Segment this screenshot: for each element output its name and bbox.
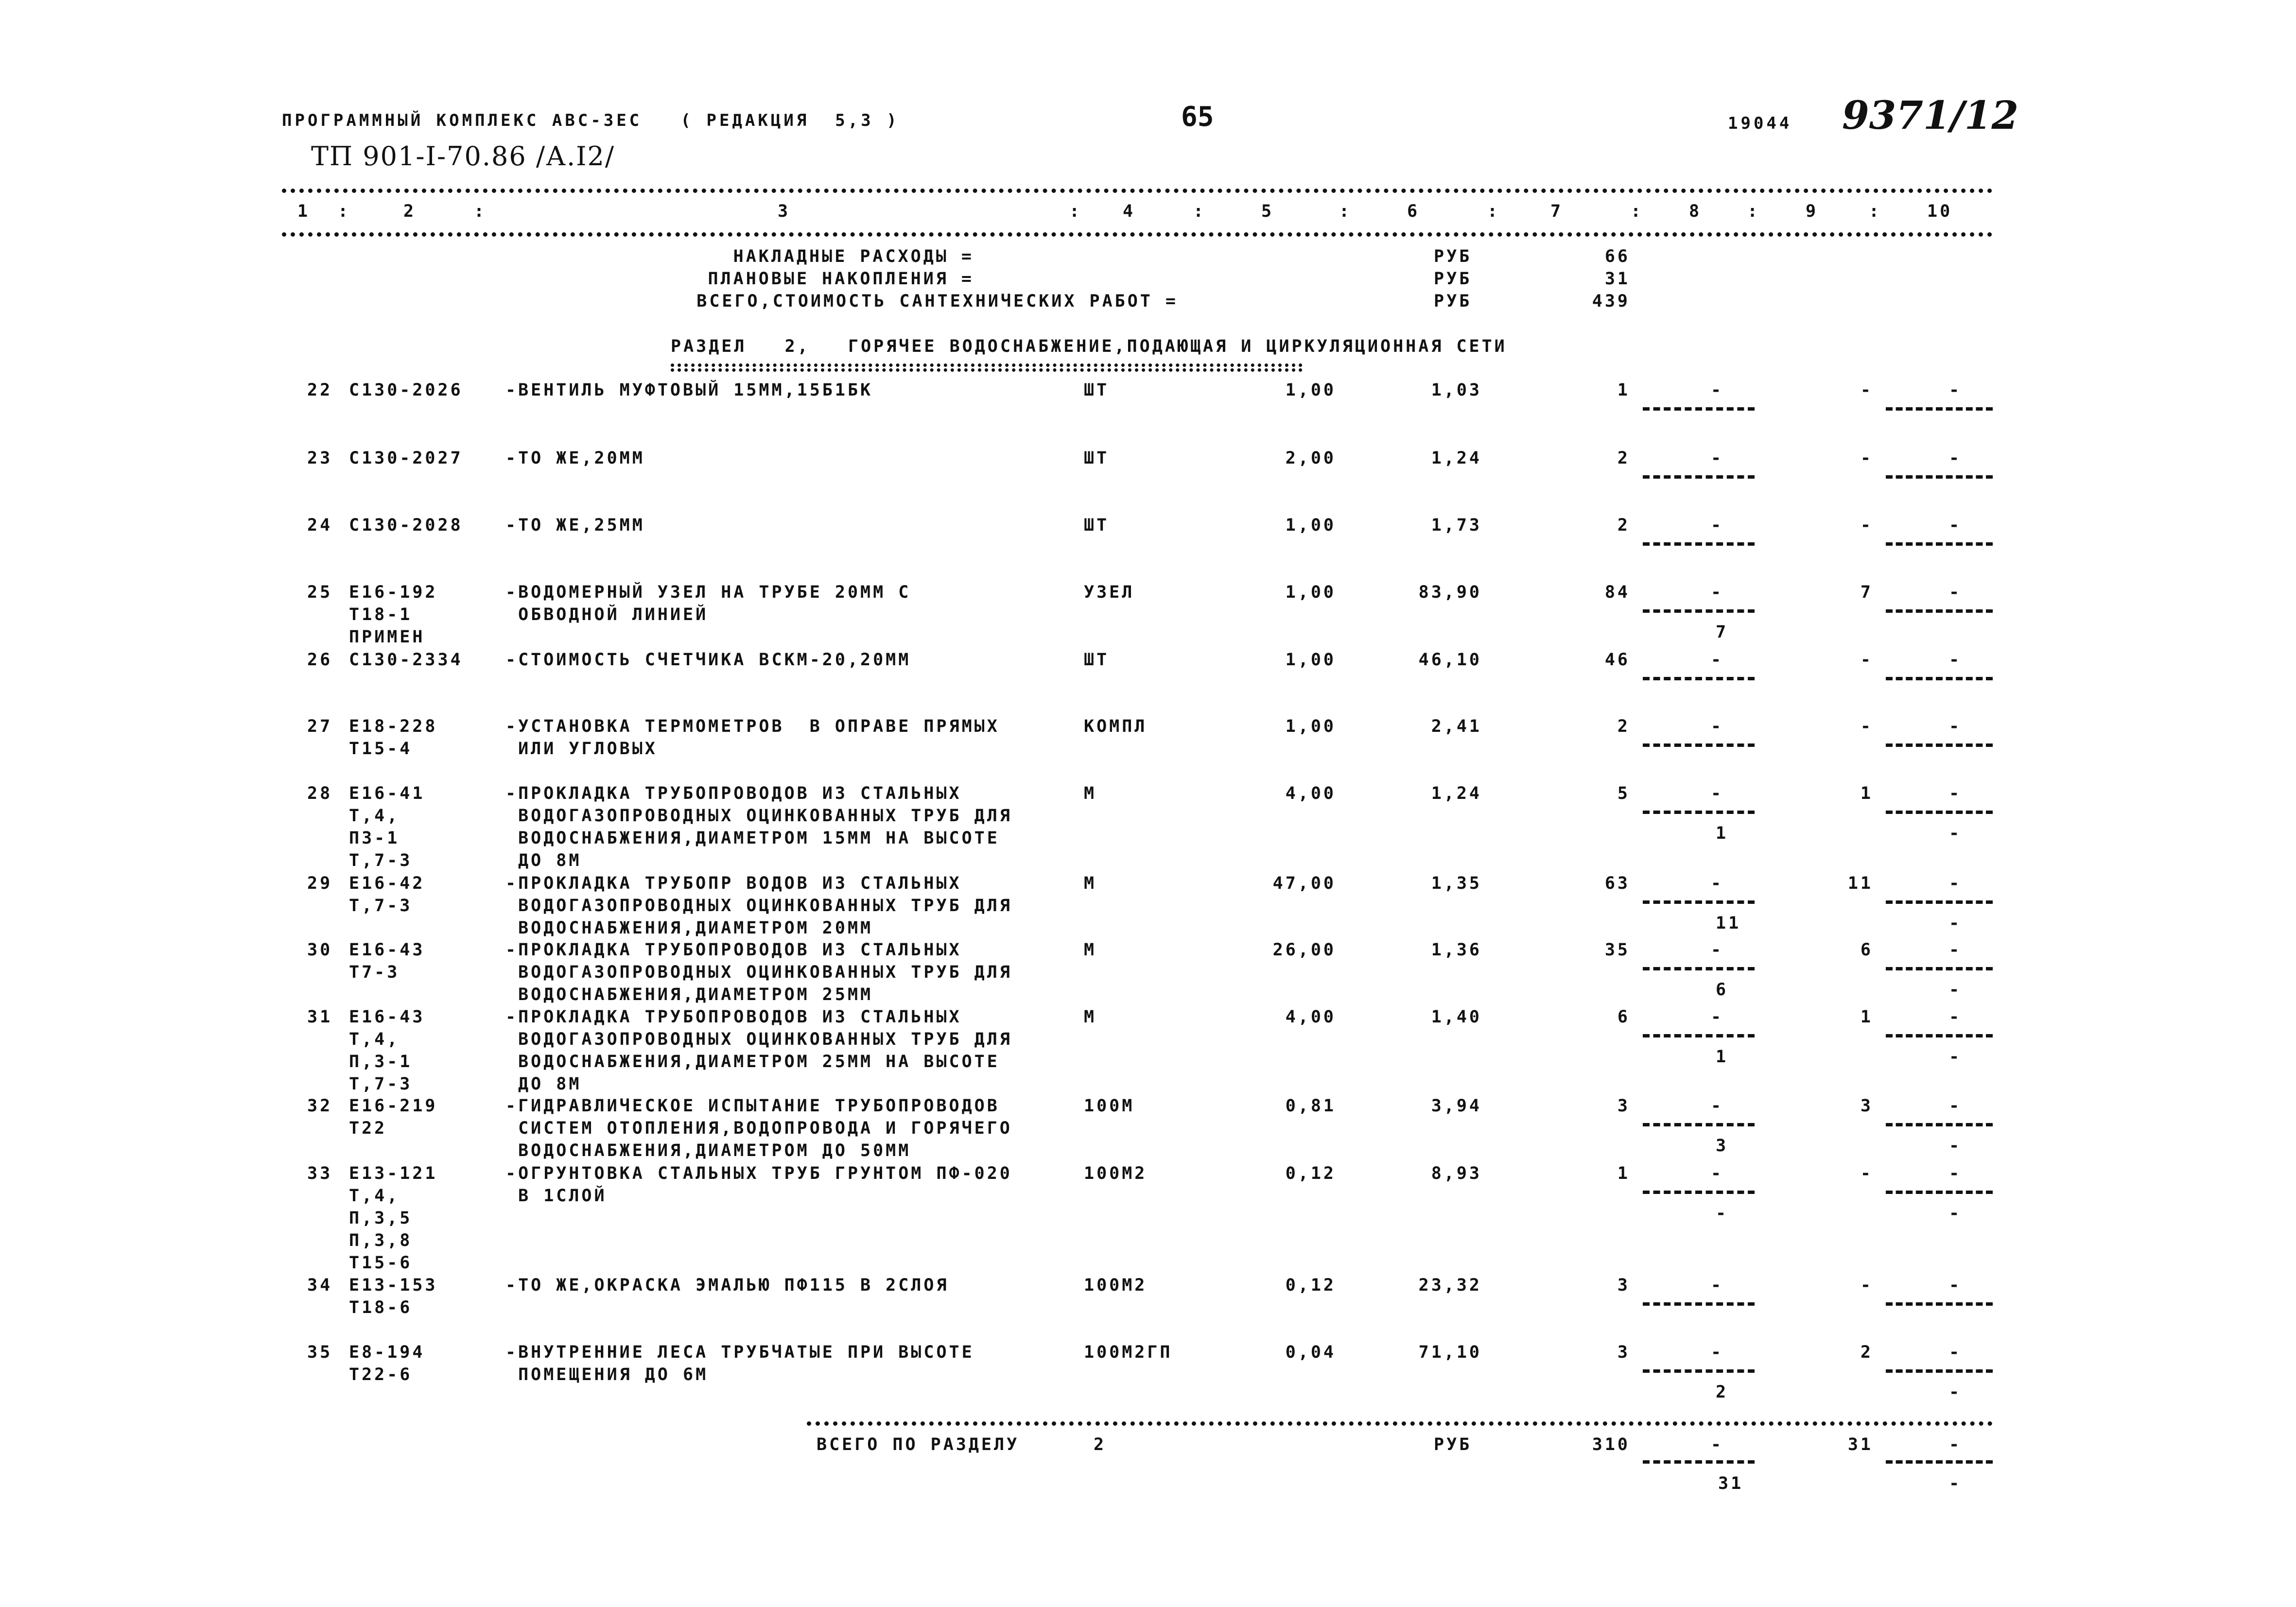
row-quantity: 0,81 xyxy=(1285,1096,1336,1116)
total-col8-dash xyxy=(1643,1460,1755,1464)
row-col10: - xyxy=(1949,717,1962,736)
row-number: 22 xyxy=(307,380,333,400)
column-separator: : xyxy=(338,202,351,221)
summary-value: 31 xyxy=(1604,269,1630,289)
column-separator: : xyxy=(1487,202,1500,221)
row-total: 2 xyxy=(1617,449,1630,468)
row-price: 1,24 xyxy=(1431,784,1482,803)
row-col10-sub: - xyxy=(1949,1382,1962,1402)
row-col10-dash xyxy=(1886,475,1993,479)
row-description: -ТО ЖЕ,25ММ xyxy=(505,516,645,535)
row-col10-dash xyxy=(1886,1034,1993,1037)
section-title-underline xyxy=(671,368,1303,372)
row-code: Е16-43 Т,4, П,3-1 Т,7-3 xyxy=(349,1007,425,1094)
program-title: ПРОГРАММНЫЙ КОМПЛЕКС АВС-3ЕС ( РЕДАКЦИЯ 5,3 ) xyxy=(282,111,900,130)
row-number: 34 xyxy=(307,1276,333,1295)
row-quantity: 1,00 xyxy=(1285,516,1336,535)
row-col8-dash xyxy=(1643,1369,1755,1373)
row-col8-sub: 11 xyxy=(1716,914,1741,933)
column-number: 4 xyxy=(1123,202,1136,221)
row-col10: - xyxy=(1949,940,1962,960)
row-col8: - xyxy=(1711,717,1724,736)
total-col8: - xyxy=(1711,1435,1724,1454)
row-total: 1 xyxy=(1617,380,1630,400)
row-description: -ОГРУНТОВКА СТАЛЬНЫХ ТРУБ ГРУНТОМ ПФ-020 В 1СЛОЙ xyxy=(505,1164,1012,1206)
row-col10: - xyxy=(1949,874,1962,893)
row-code: С130-2334 xyxy=(349,650,463,670)
row-col8-dash xyxy=(1643,542,1755,546)
row-col10: - xyxy=(1949,380,1962,400)
row-col10-dash xyxy=(1886,811,1993,814)
row-col8-sub: 2 xyxy=(1716,1382,1729,1402)
row-total: 84 xyxy=(1604,583,1630,602)
header-bottom-rule xyxy=(282,232,1993,237)
row-col10-sub: - xyxy=(1949,1136,1962,1156)
column-number: 9 xyxy=(1806,202,1819,221)
row-price: 1,35 xyxy=(1431,874,1482,893)
row-col9: 1 xyxy=(1860,784,1873,803)
row-unit: УЗЕЛ xyxy=(1084,583,1135,602)
row-quantity: 1,00 xyxy=(1285,583,1336,602)
row-col10-sub: - xyxy=(1949,980,1962,1000)
total-col10-sub: - xyxy=(1949,1474,1962,1493)
summary-label: ВСЕГО,СТОИМОСТЬ САНТЕХНИЧЕСКИХ РАБОТ = xyxy=(696,292,1178,311)
row-number: 31 xyxy=(307,1007,333,1027)
total-label: ВСЕГО ПО РАЗДЕЛУ xyxy=(817,1435,1020,1454)
document-code: 19044 xyxy=(1728,114,1792,133)
row-col8: - xyxy=(1711,1164,1724,1183)
row-col8: - xyxy=(1711,1343,1724,1362)
row-quantity: 0,12 xyxy=(1285,1276,1336,1295)
row-unit: ШТ xyxy=(1084,650,1110,670)
row-total: 46 xyxy=(1604,650,1630,670)
row-col10-sub: - xyxy=(1949,1047,1962,1067)
row-col8: - xyxy=(1711,516,1724,535)
row-col8: - xyxy=(1711,874,1724,893)
row-col10-dash xyxy=(1886,1191,1993,1194)
row-quantity: 1,00 xyxy=(1285,650,1336,670)
row-description: -ВНУТРЕННИЕ ЛЕСА ТРУБЧАТЫЕ ПРИ ВЫСОТЕ ПОМЕЩЕНИЯ ДО 6М xyxy=(505,1343,974,1384)
summary-unit: РУБ xyxy=(1434,269,1472,289)
row-total: 2 xyxy=(1617,717,1630,736)
summary-label: НАКЛАДНЫЕ РАСХОДЫ = xyxy=(733,247,974,266)
row-number: 33 xyxy=(307,1164,333,1183)
row-description: -ПРОКЛАДКА ТРУБОПРОВОДОВ ИЗ СТАЛЬНЫХ ВОДОГАЗОПРОВОДНЫХ ОЦИНКОВАННЫХ ТРУБ ДЛЯ ВОДОСНАБЖЕНИЯ,ДИАМЕТРОМ 25ММ НА ВЫСОТЕ ДО 8М xyxy=(505,1007,1012,1094)
row-unit: 100М2ГП xyxy=(1084,1343,1173,1362)
row-col8-dash xyxy=(1643,1302,1755,1306)
row-number: 35 xyxy=(307,1343,333,1362)
row-unit: М xyxy=(1084,874,1097,893)
row-col10: - xyxy=(1949,583,1962,602)
row-price: 1,73 xyxy=(1431,516,1482,535)
row-price: 1,36 xyxy=(1431,940,1482,960)
row-code: Е16-41 Т,4, П3-1 Т,7-3 xyxy=(349,784,425,870)
row-quantity: 26,00 xyxy=(1272,940,1336,960)
row-code: Е16-43 Т7-3 xyxy=(349,940,425,982)
row-description: -УСТАНОВКА ТЕРМОМЕТРОВ В ОПРАВЕ ПРЯМЫХ ИЛИ УГЛОВЫХ xyxy=(505,717,1000,759)
row-code: С130-2028 xyxy=(349,516,463,535)
row-col9: - xyxy=(1860,449,1873,468)
row-col8-dash xyxy=(1643,743,1755,747)
row-code: С130-2026 xyxy=(349,380,463,400)
column-separator: : xyxy=(1869,202,1882,221)
row-quantity: 1,00 xyxy=(1285,380,1336,400)
row-quantity: 4,00 xyxy=(1285,784,1336,803)
project-reference: ТП 901-I-70.86 /А.I2/ xyxy=(311,141,615,172)
row-code: Е13-121 Т,4, П,3,5 П,3,8 Т15-6 xyxy=(349,1164,438,1273)
row-description: -СТОИМОСТЬ СЧЕТЧИКА ВСКМ-20,20ММ xyxy=(505,650,911,670)
row-col8-dash xyxy=(1643,811,1755,814)
row-col9: - xyxy=(1860,380,1873,400)
row-col10-dash xyxy=(1886,743,1993,747)
row-col10-sub: - xyxy=(1949,914,1962,933)
row-col8-dash xyxy=(1643,1123,1755,1126)
row-col9: - xyxy=(1860,516,1873,535)
row-col10-dash xyxy=(1886,1302,1993,1306)
section-title-underline xyxy=(671,363,1303,367)
summary-unit: РУБ xyxy=(1434,292,1472,311)
row-number: 28 xyxy=(307,784,333,803)
column-number: 3 xyxy=(778,202,791,221)
column-separator: : xyxy=(474,202,487,221)
row-unit: КОМПЛ xyxy=(1084,717,1148,736)
row-col8-sub: 6 xyxy=(1716,980,1729,1000)
handwritten-reference: 9371/12 xyxy=(1842,92,2019,138)
row-col8: - xyxy=(1711,1096,1724,1116)
row-quantity: 47,00 xyxy=(1272,874,1336,893)
row-col10: - xyxy=(1949,650,1962,670)
row-col10-dash xyxy=(1886,1369,1993,1373)
column-separator: : xyxy=(1193,202,1206,221)
row-total: 3 xyxy=(1617,1096,1630,1116)
row-quantity: 0,04 xyxy=(1285,1343,1336,1362)
section-title: РАЗДЕЛ 2, ГОРЯЧЕЕ ВОДОСНАБЖЕНИЕ,ПОДАЮЩАЯ И ЦИРКУЛЯЦИОННАЯ СЕТИ xyxy=(671,337,1507,356)
row-number: 23 xyxy=(307,449,333,468)
row-col9: 11 xyxy=(1847,874,1873,893)
row-col10-dash xyxy=(1886,967,1993,970)
row-code: С130-2027 xyxy=(349,449,463,468)
row-col10: - xyxy=(1949,1164,1962,1183)
row-quantity: 0,12 xyxy=(1285,1164,1336,1183)
row-code: Е16-192 Т18-1 ПРИМЕН xyxy=(349,583,438,647)
row-col8: - xyxy=(1711,784,1724,803)
row-price: 1,24 xyxy=(1431,449,1482,468)
row-col8-dash xyxy=(1643,1191,1755,1194)
row-col10-dash xyxy=(1886,677,1993,680)
row-code: Е16-42 Т,7-3 xyxy=(349,874,425,916)
row-col8-sub: 1 xyxy=(1716,1047,1729,1067)
total-top-rule xyxy=(807,1421,1993,1426)
total-col10: - xyxy=(1949,1435,1962,1454)
column-number: 2 xyxy=(403,202,417,221)
row-col8: - xyxy=(1711,940,1724,960)
row-number: 25 xyxy=(307,583,333,602)
row-col8: - xyxy=(1711,380,1724,400)
row-price: 71,10 xyxy=(1418,1343,1482,1362)
row-unit: 100М2 xyxy=(1084,1276,1148,1295)
row-price: 1,40 xyxy=(1431,1007,1482,1027)
row-price: 23,32 xyxy=(1418,1276,1482,1295)
column-number: 6 xyxy=(1407,202,1420,221)
row-col10-dash xyxy=(1886,900,1993,904)
row-description: -ГИДРАВЛИЧЕСКОЕ ИСПЫТАНИЕ ТРУБОПРОВОДОВ СИСТЕМ ОТОПЛЕНИЯ,ВОДОПРОВОДА И ГОРЯЧЕГО ВОДОСНАБЖЕНИЯ,ДИАМЕТРОМ ДО 50ММ xyxy=(505,1096,1012,1160)
row-col8-dash xyxy=(1643,900,1755,904)
row-col8-sub: 7 xyxy=(1716,622,1729,642)
row-col10: - xyxy=(1949,1276,1962,1295)
row-col9: - xyxy=(1860,1164,1873,1183)
row-description: -ВОДОМЕРНЫЙ УЗЕЛ НА ТРУБЕ 20ММ С ОБВОДНОЙ ЛИНИЕЙ xyxy=(505,583,911,624)
row-col10-dash xyxy=(1886,1123,1993,1126)
column-number: 5 xyxy=(1261,202,1274,221)
row-col10-dash xyxy=(1886,542,1993,546)
row-description: -ВЕНТИЛЬ МУФТОВЫЙ 15ММ,15Б1БК xyxy=(505,380,873,400)
row-unit: 100М xyxy=(1084,1096,1135,1116)
row-code: Е13-153 Т18-6 xyxy=(349,1276,438,1317)
row-col9: 6 xyxy=(1860,940,1873,960)
row-total: 3 xyxy=(1617,1343,1630,1362)
row-unit: М xyxy=(1084,940,1097,960)
row-col10: - xyxy=(1949,1096,1962,1116)
row-total: 1 xyxy=(1617,1164,1630,1183)
row-number: 32 xyxy=(307,1096,333,1116)
row-col8-dash xyxy=(1643,475,1755,479)
column-separator: : xyxy=(1339,202,1352,221)
page-number: 65 xyxy=(1181,101,1214,133)
row-price: 2,41 xyxy=(1431,717,1482,736)
row-col9: - xyxy=(1860,650,1873,670)
row-col10: - xyxy=(1949,1007,1962,1027)
row-description: -ТО ЖЕ,ОКРАСКА ЭМАЛЬЮ ПФ115 В 2СЛОЯ xyxy=(505,1276,949,1295)
row-total: 35 xyxy=(1604,940,1630,960)
row-total: 2 xyxy=(1617,516,1630,535)
row-col8: - xyxy=(1711,1276,1724,1295)
row-col9: - xyxy=(1860,1276,1873,1295)
row-price: 46,10 xyxy=(1418,650,1482,670)
top-rule xyxy=(282,189,1993,193)
row-unit: ШТ xyxy=(1084,449,1110,468)
row-total: 3 xyxy=(1617,1276,1630,1295)
column-separator: : xyxy=(1069,202,1082,221)
row-col8-dash xyxy=(1643,609,1755,613)
row-code: Е16-219 Т22 xyxy=(349,1096,438,1138)
row-unit: 100М2 xyxy=(1084,1164,1148,1183)
row-unit: ШТ xyxy=(1084,380,1110,400)
row-col8: - xyxy=(1711,650,1724,670)
row-col10-dash xyxy=(1886,609,1993,613)
row-col8: - xyxy=(1711,449,1724,468)
row-price: 8,93 xyxy=(1431,1164,1482,1183)
total-col9: 31 xyxy=(1847,1435,1873,1454)
column-number: 8 xyxy=(1689,202,1702,221)
row-col10: - xyxy=(1949,449,1962,468)
total-section-number: 2 xyxy=(1094,1435,1107,1454)
total-col8-sub: 31 xyxy=(1718,1474,1744,1493)
row-total: 5 xyxy=(1617,784,1630,803)
summary-unit: РУБ xyxy=(1434,247,1472,266)
total-sum: 310 xyxy=(1592,1435,1630,1454)
row-col9: - xyxy=(1860,717,1873,736)
row-price: 83,90 xyxy=(1418,583,1482,602)
row-col8: - xyxy=(1711,583,1724,602)
column-number: 10 xyxy=(1927,202,1953,221)
row-col8-sub: - xyxy=(1716,1204,1729,1223)
row-col10-sub: - xyxy=(1949,1204,1962,1223)
row-quantity: 1,00 xyxy=(1285,717,1336,736)
row-col10: - xyxy=(1949,1343,1962,1362)
row-col10: - xyxy=(1949,784,1962,803)
row-col9: 7 xyxy=(1860,583,1873,602)
column-number: 7 xyxy=(1550,202,1564,221)
row-code: Е8-194 Т22-6 xyxy=(349,1343,425,1384)
row-col10: - xyxy=(1949,516,1962,535)
row-number: 27 xyxy=(307,717,333,736)
row-col8-sub: 3 xyxy=(1716,1136,1729,1156)
total-col10-dash xyxy=(1886,1460,1993,1464)
row-description: -ПРОКЛАДКА ТРУБОПР ВОДОВ ИЗ СТАЛЬНЫХ ВОДОГАЗОПРОВОДНЫХ ОЦИНКОВАННЫХ ТРУБ ДЛЯ ВОДОСНАБЖЕНИЯ,ДИАМЕТРОМ 20ММ xyxy=(505,874,1012,938)
row-col8-dash xyxy=(1643,1034,1755,1037)
column-separator: : xyxy=(1631,202,1644,221)
column-number: 1 xyxy=(297,202,311,221)
column-separator: : xyxy=(1747,202,1760,221)
row-price: 1,03 xyxy=(1431,380,1482,400)
row-number: 26 xyxy=(307,650,333,670)
row-number: 24 xyxy=(307,516,333,535)
row-unit: ШТ xyxy=(1084,516,1110,535)
row-col9: 2 xyxy=(1860,1343,1873,1362)
row-number: 29 xyxy=(307,874,333,893)
row-col10-sub: - xyxy=(1949,824,1962,843)
row-col10-dash xyxy=(1886,407,1993,411)
row-quantity: 2,00 xyxy=(1285,449,1336,468)
row-quantity: 4,00 xyxy=(1285,1007,1336,1027)
total-unit: РУБ xyxy=(1434,1435,1472,1454)
row-code: Е18-228 Т15-4 xyxy=(349,717,438,759)
row-description: -ПРОКЛАДКА ТРУБОПРОВОДОВ ИЗ СТАЛЬНЫХ ВОДОГАЗОПРОВОДНЫХ ОЦИНКОВАННЫХ ТРУБ ДЛЯ ВОДОСНАБЖЕНИЯ,ДИАМЕТРОМ 15ММ НА ВЫСОТЕ ДО 8М xyxy=(505,784,1012,870)
row-col8-dash xyxy=(1643,967,1755,970)
row-total: 6 xyxy=(1617,1007,1630,1027)
row-col8-sub: 1 xyxy=(1716,824,1729,843)
row-total: 63 xyxy=(1604,874,1630,893)
row-description: -ТО ЖЕ,20ММ xyxy=(505,449,645,468)
row-col8-dash xyxy=(1643,677,1755,680)
row-col8: - xyxy=(1711,1007,1724,1027)
summary-value: 439 xyxy=(1592,292,1630,311)
row-number: 30 xyxy=(307,940,333,960)
row-unit: М xyxy=(1084,784,1097,803)
summary-value: 66 xyxy=(1604,247,1630,266)
row-col8-dash xyxy=(1643,407,1755,411)
row-description: -ПРОКЛАДКА ТРУБОПРОВОДОВ ИЗ СТАЛЬНЫХ ВОДОГАЗОПРОВОДНЫХ ОЦИНКОВАННЫХ ТРУБ ДЛЯ ВОДОСНАБЖЕНИЯ,ДИАМЕТРОМ 25ММ xyxy=(505,940,1012,1004)
row-col9: 1 xyxy=(1860,1007,1873,1027)
summary-label: ПЛАНОВЫЕ НАКОПЛЕНИЯ = xyxy=(708,269,974,289)
row-price: 3,94 xyxy=(1431,1096,1482,1116)
row-unit: М xyxy=(1084,1007,1097,1027)
row-col9: 3 xyxy=(1860,1096,1873,1116)
